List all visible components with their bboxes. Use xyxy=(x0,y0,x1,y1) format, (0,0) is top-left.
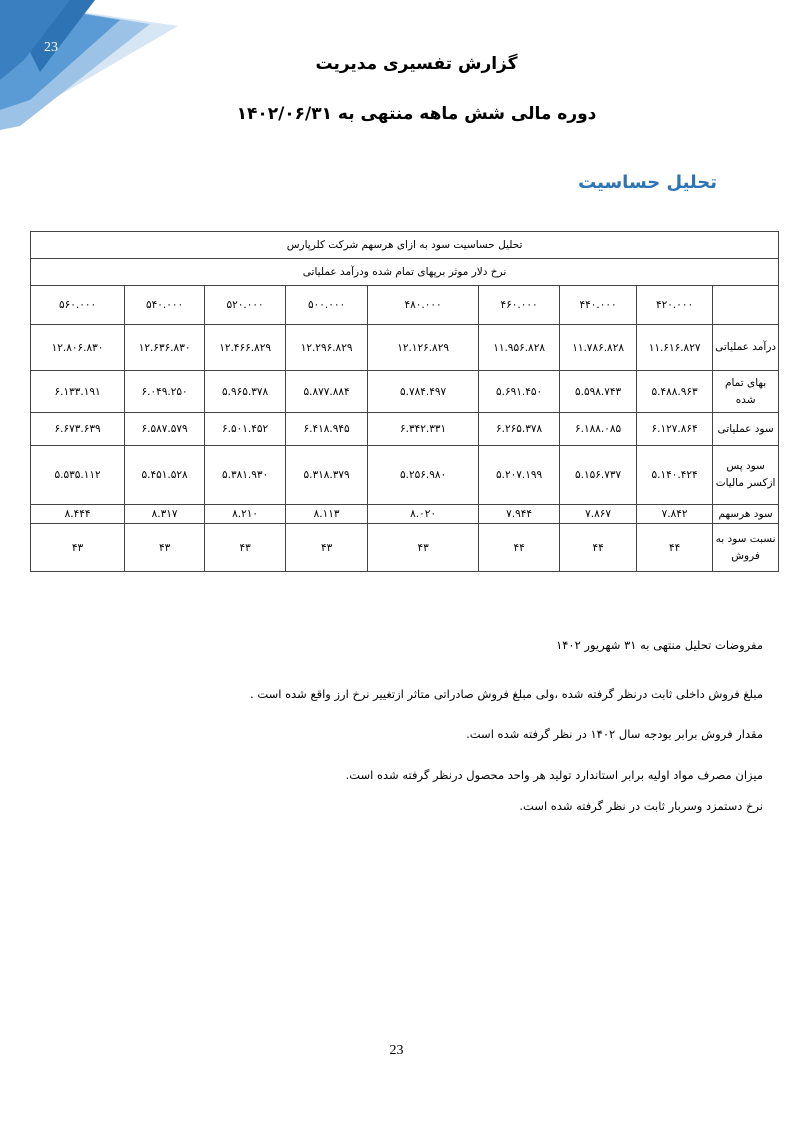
table-cell: ۶.۵۰۱.۴۵۲ xyxy=(205,413,286,446)
table-cell: ۷.۸۴۲ xyxy=(637,505,713,524)
table-cell: ۶.۲۶۵.۳۷۸ xyxy=(479,413,560,446)
table-cell: ۴۳ xyxy=(286,524,368,572)
table-cell: ۴۳ xyxy=(125,524,205,572)
table-cell: ۸.۱۱۳ xyxy=(286,505,368,524)
section-heading: تحلیل حساسیت xyxy=(578,172,717,193)
sensitivity-table xyxy=(30,231,779,572)
table-row xyxy=(31,446,779,505)
note-line: نرخ دستمزد وسربار ثابت در نظر گرفته شده است. xyxy=(519,799,763,813)
table-cell: ۶.۵۸۷.۵۷۹ xyxy=(125,413,205,446)
table-cell: ۱۱.۷۸۶.۸۲۸ xyxy=(560,325,637,371)
note-line: مقدار فروش برابر بودجه سال ۱۴۰۲ در نظر گرفته شده است. xyxy=(466,727,763,741)
notes-heading: مفروضات تحلیل منتهی به ۳۱ شهریور ۱۴۰۲ xyxy=(556,638,763,652)
row-label: سود عملیاتی xyxy=(713,413,779,446)
table-cell: ۵.۶۹۱.۴۵۰ xyxy=(479,371,560,413)
table-cell: ۵.۷۸۴.۴۹۷ xyxy=(368,371,479,413)
table-row xyxy=(31,325,779,371)
table-cell: ۵.۸۷۷.۸۸۴ xyxy=(286,371,368,413)
table-row xyxy=(31,413,779,446)
header-cell: ۵۶۰.۰۰۰ xyxy=(31,286,125,325)
header-cell: ۴۸۰.۰۰۰ xyxy=(368,286,479,325)
table-cell: ۴۳ xyxy=(31,524,125,572)
table-cell: ۵.۲۵۶.۹۸۰ xyxy=(368,446,479,505)
table-cell: ۵.۱۵۶.۷۳۷ xyxy=(560,446,637,505)
table-cell: ۱۱.۹۵۶.۸۲۸ xyxy=(479,325,560,371)
table-cell: ۵.۳۱۸.۳۷۹ xyxy=(286,446,368,505)
table-row xyxy=(31,371,779,413)
header-cell: ۴۴۰.۰۰۰ xyxy=(560,286,637,325)
page-number-bottom: 23 xyxy=(389,1043,404,1058)
table-cell: ۶.۰۴۹.۲۵۰ xyxy=(125,371,205,413)
table-cell: ۶.۱۳۳.۱۹۱ xyxy=(31,371,125,413)
table-cell: ۸.۴۴۴ xyxy=(31,505,125,524)
table-cell: ۸.۲۱۰ xyxy=(205,505,286,524)
table-cell: ۴۴ xyxy=(560,524,637,572)
row-label: درآمد عملیاتی xyxy=(713,325,779,371)
table-row xyxy=(31,524,779,572)
table-cell: ۵.۹۶۵.۳۷۸ xyxy=(205,371,286,413)
table-cell: ۵.۴۵۱.۵۲۸ xyxy=(125,446,205,505)
header-cell: ۵۲۰.۰۰۰ xyxy=(205,286,286,325)
table-cell: ۱۲.۴۶۶.۸۲۹ xyxy=(205,325,286,371)
table-cell: ۵.۵۹۸.۷۴۳ xyxy=(560,371,637,413)
table-caption: تحلیل حساسیت سود به ازای هرسهم شرکت کلرپارس xyxy=(31,232,779,259)
table-subcaption: نرخ دلار موثر برپهای تمام شده ودرآمد عملیاتی xyxy=(31,259,779,286)
table-cell: ۷.۸۶۷ xyxy=(560,505,637,524)
table-cell: ۶.۶۷۳.۶۳۹ xyxy=(31,413,125,446)
header-cell: ۴۲۰.۰۰۰ xyxy=(637,286,713,325)
table-cell: ۴۳ xyxy=(205,524,286,572)
table-cell: ۸.۰۲۰ xyxy=(368,505,479,524)
table-cell: ۶.۳۴۲.۳۳۱ xyxy=(368,413,479,446)
table-cell: ۴۴ xyxy=(479,524,560,572)
table-cell: ۱۲.۸۰۶.۸۳۰ xyxy=(31,325,125,371)
table-cell: ۱۲.۲۹۶.۸۲۹ xyxy=(286,325,368,371)
note-line: میزان مصرف مواد اولیه برابر استاندارد تولید هر واحد محصول درنظر گرفته شده است. xyxy=(345,768,763,782)
table-cell: ۴۳ xyxy=(368,524,479,572)
row-label: نسبت سود به فروش xyxy=(713,524,779,572)
table-cell: ۸.۳۱۷ xyxy=(125,505,205,524)
table-cell: ۱۲.۶۳۶.۸۳۰ xyxy=(125,325,205,371)
header-cell: ۴۶۰.۰۰۰ xyxy=(479,286,560,325)
table-cell: ۷.۹۴۴ xyxy=(479,505,560,524)
report-title: گزارش تفسیری مدیریت xyxy=(315,54,518,74)
table-cell: ۵.۲۰۷.۱۹۹ xyxy=(479,446,560,505)
table-cell: ۱۲.۱۲۶.۸۲۹ xyxy=(368,325,479,371)
table-cell: ۱۱.۶۱۶.۸۲۷ xyxy=(637,325,713,371)
table-cell: ۶.۱۸۸.۰۸۵ xyxy=(560,413,637,446)
table-cell: ۵.۴۸۸.۹۶۳ xyxy=(637,371,713,413)
header-cell: ۵۰۰.۰۰۰ xyxy=(286,286,368,325)
table-row xyxy=(31,505,779,524)
table-cell: ۶.۴۱۸.۹۴۵ xyxy=(286,413,368,446)
header-cell xyxy=(713,286,779,325)
row-label: سود پس ازکسر مالیات xyxy=(713,446,779,505)
note-line: مبلغ فروش داخلی ثابت درنظر گرفته شده ،ولی مبلغ فروش صادراتی متاثر ازتغییر نرخ ارز واقع شده است . xyxy=(250,687,763,701)
table-cell: ۶.۱۲۷.۸۶۴ xyxy=(637,413,713,446)
table-cell: ۵.۱۴۰.۴۲۴ xyxy=(637,446,713,505)
page-number-top: 23 xyxy=(44,40,58,55)
table-cell: ۴۴ xyxy=(637,524,713,572)
report-period: دوره مالی شش ماهه منتهی به ۱۴۰۲/۰۶/۳۱ xyxy=(236,104,597,124)
header-cell: ۵۴۰.۰۰۰ xyxy=(125,286,205,325)
row-label: سود هرسهم xyxy=(713,505,779,524)
row-label: بهای تمام شده xyxy=(713,371,779,413)
table-cell: ۵.۳۸۱.۹۳۰ xyxy=(205,446,286,505)
table-cell: ۵.۵۳۵.۱۱۲ xyxy=(31,446,125,505)
